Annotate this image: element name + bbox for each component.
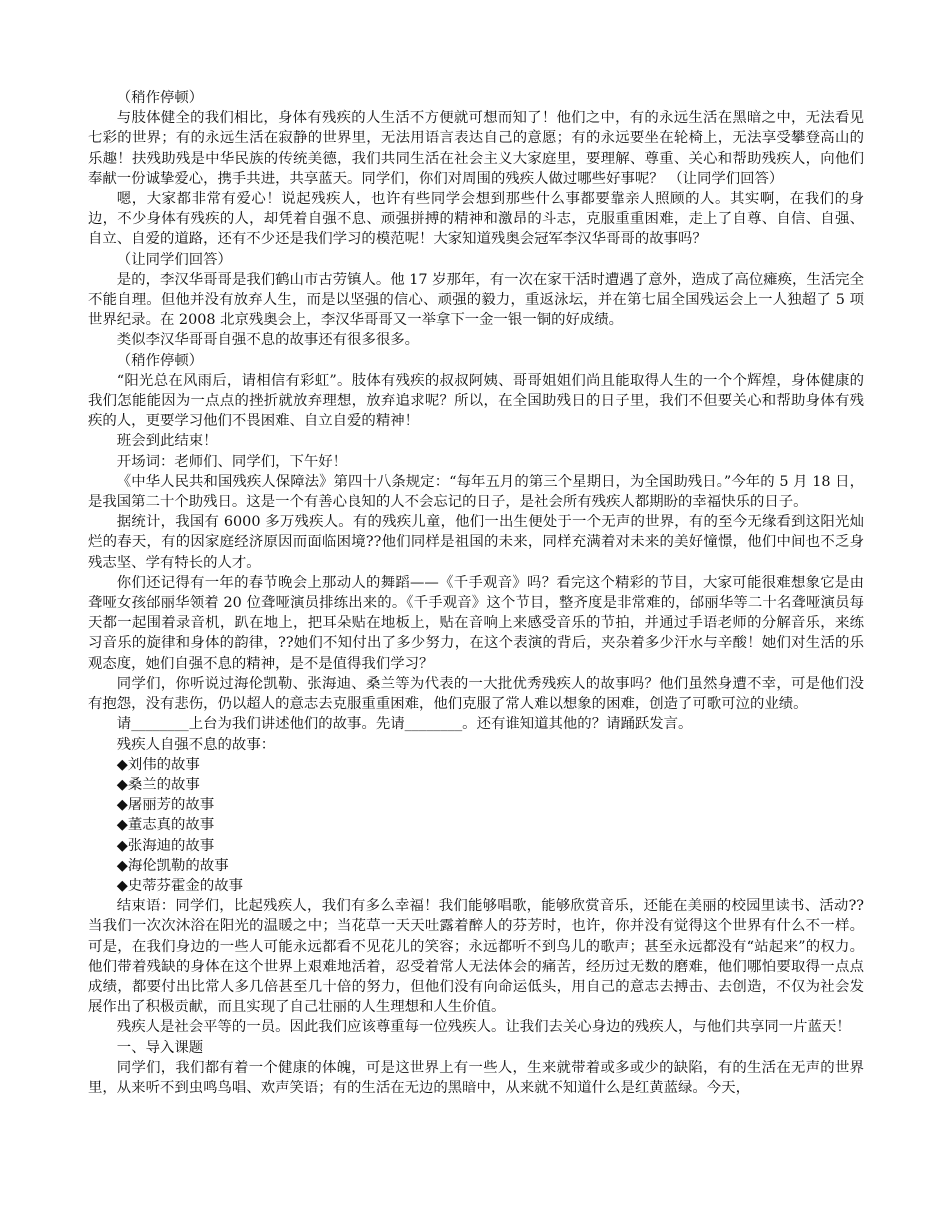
- story-list: [88, 755, 864, 896]
- list-item: ◆屠丽芳的故事: [116, 797, 215, 814]
- paragraph-meeting-end: 班会到此结束！: [116, 433, 218, 450]
- paragraph-rainbow: “阳光总在风雨后，请相信有彩虹”。肢体有残疾的叔叔阿姨、哥哥姐姐们尚且能取得人生的一个个辉煌，身体健康的我们怎能能因为一点点的挫折就放弃理想，放弃追求呢？所以，在全国助残日的日子里，我们不但要关心和帮助身体有残疾的人，更要学习他们不畏困难、自立自爱的精神！: [88, 372, 864, 430]
- paragraph-intro: 同学们，我们都有着一个健康的体魄，可是这世界上有一些人，生来就带着或多或少的缺陷，有的生活在无声的世界里，从来听不到虫鸣鸟唱、欢声笑语；有的生活在无边的黑暗中，从来就不知道什么是红黄蓝绿。今天，: [88, 1059, 864, 1096]
- paragraph-comparison: 与肢体健全的我们相比，身体有残疾的人生活不方便就可想而知了！他们之中，有的永远生活在黑暗之中，无法看见七彩的世界；有的永远生活在寂静的世界里，无法用语言表达自己的意愿；有的永远要坐在轮椅上，无法享受攀登高山的乐趣！扶残助残是中华民族的传统美德，我们共同生活在社会主义大家庭里，要理解、尊重、关心和帮助残疾人，向他们奉献一份诚挚爱心，携手共进，共享蓝天。同学们，你们对周围的残疾人做过哪些好事呢？ （让同学们回答）: [88, 110, 864, 187]
- section-heading-intro: 一、导入课题: [116, 1039, 204, 1056]
- list-item: ◆张海迪的故事: [116, 837, 215, 854]
- paragraph-li-hanhua: 是的，李汉华哥哥是我们鹤山市古劳镇人。他 17 岁那年，有一次在家干活时遭遇了意外，造成了高位瘫痪，生活完全不能自理。但他并没有放弃人生，而是以坚强的信心、顽强的毅力，重返泳坛，并在第七届全国残运会上一人独超了 5 项世界纪录。在 2008 北京残奥会上，李汉华哥哥又一举拿下一金一银一铜的好成绩。: [88, 271, 864, 329]
- paragraph-invite: 请________上台为我们讲述他们的故事。先请________。还有谁知道其他的？请踊跃发言。: [116, 716, 693, 733]
- paragraph-law: 《中华人民共和国残疾人保障法》第四十八条规定：“每年五月的第三个星期日，为全国助残日。”今年的 5 月 18 日，是我国第二十个助残日。这是一个有善心良知的人不会忘记的日子，是社会所有残疾人都期盼的幸福快乐的日子。: [88, 473, 864, 511]
- paragraph-answer-prompt: （让同学们回答）: [116, 251, 232, 268]
- list-item: ◆刘伟的故事: [116, 756, 200, 773]
- list-item: ◆史蒂芬霍金的故事: [116, 877, 243, 894]
- paragraph-role-models: 同学们，你听说过海伦凯勒、张海迪、桑兰等为代表的一大批优秀残疾人的故事吗？他们虽然身遭不幸，可是他们没有抱怨，没有悲伤，仍以超人的意志去克服重重困难，他们克服了常人难以想象的困难，创造了可歌可泣的业绩。: [88, 675, 864, 713]
- paragraph-opening: 开场词：老师们、同学们，下午好！: [116, 453, 348, 470]
- paragraph-equality: 残疾人是社会平等的一员。因此我们应该尊重每一位残疾人。让我们去关心身边的残疾人，与他们共享同一片蓝天！: [116, 1019, 851, 1036]
- paragraph-pause-2: （稍作停顿）: [116, 352, 204, 369]
- paragraph-caring: 嗯，大家都非常有爱心！说起残疾人，也许有些同学会想到那些什么事都要靠亲人照顾的人。其实啊，在我们的身边，不少身体有残疾的人，却凭着自强不息、顽强拼搏的精神和激昂的斗志，克服重重困难，走上了自尊、自信、自强、自立、自爱的道路，还有不少还是我们学习的模范呢！大家知道残奥会冠军李汉华哥哥的故事吗？: [88, 191, 864, 248]
- paragraph-stories-heading: 残疾人自强不息的故事：: [116, 736, 276, 753]
- list-item: ◆海伦凯勒的故事: [116, 857, 229, 874]
- paragraph-statistics: 据统计，我国有 6000 多万残疾人。有的残疾儿童，他们一出生便处于一个无声的世界，有的至今无缘看到这阳光灿烂的春天，有的因家庭经济原因而面临困境??他们同样是祖国的未来，同样充满着对未来的美好憧憬，他们中间也不乏身残志坚、学有特长的人才。: [88, 514, 864, 571]
- list-item: ◆董志真的故事: [116, 817, 215, 834]
- paragraph-pause-1: （稍作停顿）: [116, 90, 204, 106]
- paragraph-closing: 结束语：同学们，比起残疾人，我们有多么幸福！我们能够唱歌，能够欣赏音乐，还能在美丽的校园里读书、活动??当我们一次次沐浴在阳光的温暖之中；当花草一天天吐露着醉人的芬芳时，也许，你并没有觉得这个世界有什么不一样。可是，在我们身边的一些人可能永远都看不见花儿的笑容；永远都听不到鸟儿的歌声；甚至永远都没有“站起来”的权力。他们带着残缺的身体在这个世界上艰难地活着，忍受着常人无法体会的痛苦，经历过无数的磨难，他们哪怕要取得一点点成绩，都要付出比常人多几倍甚至几十倍的努力，但他们没有向命运低头，用自己的意志去搏击、去创造，不仅为社会发展作出了积极贡献，而且实现了自己壮丽的人生理想和人生价值。: [88, 898, 864, 1016]
- paragraph-thousand-hands: 你们还记得有一年的春节晚会上那动人的舞蹈——《千手观音》吗？看完这个精彩的节目，大家可能很难想象它是由聋哑女孩邰丽华领着 20 位聋哑演员排练出来的。《千手观音》这个节目，整齐度是非常难的，邰丽华等二十名聋哑演员每天都一起围着录音机，趴在地上，把耳朵贴在地板上，贴在音响上来感受音乐的节拍，并通过手语老师的分解音乐，来练习音乐的旋律和身体的韵律，??她们不知付出了多少努力，在这个表演的背后，夹杂着多少汗水与辛酸！她们对生活的乐观态度，她们自强不息的精神，是不是值得我们学习？: [88, 574, 864, 672]
- paragraph-similar-stories: 类似李汉华哥哥自强不息的故事还有很多很多。: [116, 332, 420, 349]
- list-item: ◆桑兰的故事: [116, 776, 200, 793]
